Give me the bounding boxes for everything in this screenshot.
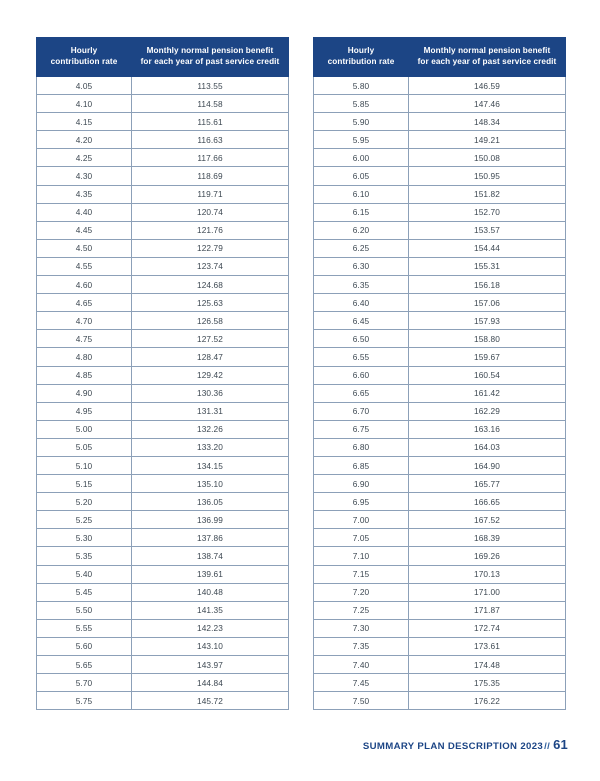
table-row [314,131,566,149]
cell-hourly-rate: 7.15 [314,565,409,583]
cell-monthly-benefit: 157.06 [409,294,566,312]
table-row [314,77,566,95]
table-row [314,493,566,511]
table-row [37,384,289,402]
cell-monthly-benefit: 127.52 [132,330,289,348]
table-row [314,167,566,185]
table-row [314,438,566,456]
cell-hourly-rate: 6.00 [314,149,409,167]
table-row [37,167,289,185]
cell-monthly-benefit: 149.21 [409,131,566,149]
cell-hourly-rate: 6.95 [314,493,409,511]
cell-hourly-rate: 6.05 [314,167,409,185]
cell-monthly-benefit: 146.59 [409,77,566,95]
cell-monthly-benefit: 134.15 [132,456,289,474]
cell-monthly-benefit: 164.03 [409,438,566,456]
cell-hourly-rate: 6.90 [314,475,409,493]
table-body-left [37,77,289,710]
cell-monthly-benefit: 153.57 [409,221,566,239]
table-row [37,692,289,710]
cell-monthly-benefit: 151.82 [409,185,566,203]
right-table-container [313,37,565,710]
cell-monthly-benefit: 147.46 [409,95,566,113]
cell-hourly-rate: 4.70 [37,312,132,330]
table-row [314,583,566,601]
cell-monthly-benefit: 144.84 [132,674,289,692]
cell-monthly-benefit: 164.90 [409,456,566,474]
header-line-2: contribution rate [50,57,118,66]
cell-monthly-benefit: 165.77 [409,475,566,493]
cell-monthly-benefit: 145.72 [132,692,289,710]
table-row [37,619,289,637]
cell-monthly-benefit: 170.13 [409,565,566,583]
cell-hourly-rate: 7.35 [314,637,409,655]
cell-monthly-benefit: 171.87 [409,601,566,619]
cell-hourly-rate: 7.30 [314,619,409,637]
cell-hourly-rate: 7.05 [314,529,409,547]
cell-monthly-benefit: 125.63 [132,294,289,312]
table-row [37,366,289,384]
cell-hourly-rate: 6.70 [314,402,409,420]
cell-hourly-rate: 4.80 [37,348,132,366]
table-row [37,239,289,257]
cell-hourly-rate: 5.45 [37,583,132,601]
table-row [314,348,566,366]
cell-hourly-rate: 6.10 [314,185,409,203]
table-row [314,95,566,113]
table-row [314,656,566,674]
cell-monthly-benefit: 173.61 [409,637,566,655]
header-row [314,38,566,77]
cell-hourly-rate: 6.80 [314,438,409,456]
cell-hourly-rate: 4.15 [37,113,132,131]
table-row [314,456,566,474]
cell-hourly-rate: 4.85 [37,366,132,384]
cell-monthly-benefit: 126.58 [132,312,289,330]
table-row [37,312,289,330]
cell-hourly-rate: 4.65 [37,294,132,312]
cell-monthly-benefit: 156.18 [409,276,566,294]
cell-hourly-rate: 4.25 [37,149,132,167]
cell-hourly-rate: 5.10 [37,456,132,474]
cell-hourly-rate: 5.80 [314,77,409,95]
table-row [314,113,566,131]
cell-hourly-rate: 5.95 [314,131,409,149]
table-row [37,131,289,149]
cell-hourly-rate: 4.95 [37,402,132,420]
table-row [37,656,289,674]
cell-hourly-rate: 5.05 [37,438,132,456]
table-row [37,456,289,474]
cell-monthly-benefit: 136.05 [132,493,289,511]
cell-monthly-benefit: 154.44 [409,239,566,257]
cell-hourly-rate: 7.10 [314,547,409,565]
cell-hourly-rate: 7.20 [314,583,409,601]
table-row [314,294,566,312]
cell-monthly-benefit: 143.97 [132,656,289,674]
table-row [37,547,289,565]
cell-monthly-benefit: 123.74 [132,257,289,275]
cell-monthly-benefit: 138.74 [132,547,289,565]
table-row [314,601,566,619]
cell-hourly-rate: 6.30 [314,257,409,275]
cell-hourly-rate: 5.85 [314,95,409,113]
cell-monthly-benefit: 157.93 [409,312,566,330]
cell-monthly-benefit: 155.31 [409,257,566,275]
cell-hourly-rate: 4.90 [37,384,132,402]
table-row [314,257,566,275]
table-row [314,149,566,167]
header-line-1: Monthly normal pension benefit [146,46,274,56]
footer-separator: // [544,741,551,752]
cell-monthly-benefit: 131.31 [132,402,289,420]
cell-monthly-benefit: 117.66 [132,149,289,167]
table-row [37,637,289,655]
cell-monthly-benefit: 122.79 [132,239,289,257]
table-row [37,438,289,456]
table-row [37,203,289,221]
table-row [37,475,289,493]
cell-monthly-benefit: 176.22 [409,692,566,710]
cell-hourly-rate: 5.70 [37,674,132,692]
table-row [37,330,289,348]
cell-monthly-benefit: 150.08 [409,149,566,167]
table-row [37,529,289,547]
table-row [37,95,289,113]
header-line-2: contribution rate [327,57,395,66]
cell-hourly-rate: 4.60 [37,276,132,294]
table-row [37,149,289,167]
cell-hourly-rate: 6.35 [314,276,409,294]
cell-monthly-benefit: 139.61 [132,565,289,583]
cell-monthly-benefit: 142.23 [132,619,289,637]
cell-hourly-rate: 5.65 [37,656,132,674]
cell-hourly-rate: 4.10 [37,95,132,113]
cell-monthly-benefit: 171.00 [409,583,566,601]
cell-monthly-benefit: 148.34 [409,113,566,131]
table-row [314,330,566,348]
pension-benefit-table-left [36,37,289,710]
table-row [314,547,566,565]
cell-monthly-benefit: 132.26 [132,420,289,438]
cell-hourly-rate: 4.55 [37,257,132,275]
table-row [314,239,566,257]
cell-monthly-benefit: 168.39 [409,529,566,547]
cell-hourly-rate: 6.60 [314,366,409,384]
table-row [37,185,289,203]
table-row [314,221,566,239]
cell-hourly-rate: 5.60 [37,637,132,655]
column-header-monthly-benefit [409,38,566,77]
table-row [37,77,289,95]
cell-monthly-benefit: 121.76 [132,221,289,239]
cell-monthly-benefit: 174.48 [409,656,566,674]
cell-hourly-rate: 7.45 [314,674,409,692]
cell-hourly-rate: 4.05 [37,77,132,95]
cell-hourly-rate: 6.75 [314,420,409,438]
cell-monthly-benefit: 129.42 [132,366,289,384]
table-row [37,601,289,619]
table-row [314,420,566,438]
table-row [37,113,289,131]
cell-hourly-rate: 6.15 [314,203,409,221]
cell-monthly-benefit: 169.26 [409,547,566,565]
column-header-monthly-benefit [132,38,289,77]
cell-hourly-rate: 5.35 [37,547,132,565]
pension-benefit-table-right [313,37,566,710]
cell-hourly-rate: 5.30 [37,529,132,547]
header-line-1: Hourly [347,46,375,56]
cell-monthly-benefit: 119.71 [132,185,289,203]
cell-monthly-benefit: 161.42 [409,384,566,402]
table-row [37,565,289,583]
table-row [314,674,566,692]
cell-hourly-rate: 5.20 [37,493,132,511]
cell-monthly-benefit: 118.69 [132,167,289,185]
cell-hourly-rate: 4.45 [37,221,132,239]
cell-monthly-benefit: 120.74 [132,203,289,221]
cell-hourly-rate: 5.50 [37,601,132,619]
cell-hourly-rate: 6.40 [314,294,409,312]
cell-monthly-benefit: 160.54 [409,366,566,384]
table-row [37,420,289,438]
cell-monthly-benefit: 135.10 [132,475,289,493]
cell-hourly-rate: 5.40 [37,565,132,583]
table-row [314,312,566,330]
cell-hourly-rate: 5.55 [37,619,132,637]
column-header-hourly-rate [314,38,409,77]
header-line-2: for each year of past service credit [417,57,557,66]
table-row [314,565,566,583]
table-row [37,276,289,294]
table-row [314,692,566,710]
cell-monthly-benefit: 116.63 [132,131,289,149]
cell-monthly-benefit: 172.74 [409,619,566,637]
cell-monthly-benefit: 167.52 [409,511,566,529]
cell-hourly-rate: 7.40 [314,656,409,674]
page-number: 61 [553,737,568,752]
table-header-left [37,38,289,77]
cell-hourly-rate: 7.00 [314,511,409,529]
cell-hourly-rate: 5.75 [37,692,132,710]
table-row [314,402,566,420]
left-table-container [36,37,288,710]
cell-monthly-benefit: 137.86 [132,529,289,547]
cell-monthly-benefit: 141.35 [132,601,289,619]
cell-monthly-benefit: 130.36 [132,384,289,402]
table-row [37,402,289,420]
cell-monthly-benefit: 150.95 [409,167,566,185]
table-row [314,203,566,221]
cell-monthly-benefit: 133.20 [132,438,289,456]
table-row [37,294,289,312]
cell-monthly-benefit: 158.80 [409,330,566,348]
table-body-right [314,77,566,710]
cell-monthly-benefit: 163.16 [409,420,566,438]
table-row [314,511,566,529]
cell-hourly-rate: 4.35 [37,185,132,203]
column-header-hourly-rate [37,38,132,77]
table-row [314,475,566,493]
table-row [314,185,566,203]
table-row [314,529,566,547]
cell-monthly-benefit: 124.68 [132,276,289,294]
cell-hourly-rate: 4.40 [37,203,132,221]
table-row [37,511,289,529]
cell-monthly-benefit: 152.70 [409,203,566,221]
cell-monthly-benefit: 175.35 [409,674,566,692]
page-footer [0,736,600,754]
header-line-1: Hourly [70,46,98,56]
cell-monthly-benefit: 136.99 [132,511,289,529]
cell-monthly-benefit: 114.58 [132,95,289,113]
cell-monthly-benefit: 166.65 [409,493,566,511]
table-row [37,221,289,239]
header-line-1: Monthly normal pension benefit [423,46,551,56]
cell-hourly-rate: 4.20 [37,131,132,149]
cell-hourly-rate: 4.75 [37,330,132,348]
header-row [37,38,289,77]
table-row [37,583,289,601]
table-row [37,493,289,511]
cell-hourly-rate: 4.30 [37,167,132,185]
cell-hourly-rate: 6.45 [314,312,409,330]
table-row [314,619,566,637]
cell-monthly-benefit: 128.47 [132,348,289,366]
table-row [314,366,566,384]
cell-monthly-benefit: 143.10 [132,637,289,655]
cell-hourly-rate: 4.50 [37,239,132,257]
table-row [37,674,289,692]
cell-monthly-benefit: 140.48 [132,583,289,601]
cell-hourly-rate: 6.25 [314,239,409,257]
cell-hourly-rate: 6.20 [314,221,409,239]
cell-monthly-benefit: 162.29 [409,402,566,420]
footer-title: SUMMARY PLAN DESCRIPTION 2023 [362,741,544,752]
cell-hourly-rate: 5.15 [37,475,132,493]
cell-hourly-rate: 6.85 [314,456,409,474]
cell-monthly-benefit: 159.67 [409,348,566,366]
table-header-right [314,38,566,77]
cell-hourly-rate: 5.90 [314,113,409,131]
cell-hourly-rate: 7.25 [314,601,409,619]
table-row [314,276,566,294]
table-row [37,257,289,275]
cell-hourly-rate: 5.00 [37,420,132,438]
pension-benefit-tables [0,37,600,710]
table-row [314,637,566,655]
cell-hourly-rate: 6.50 [314,330,409,348]
cell-hourly-rate: 6.55 [314,348,409,366]
cell-hourly-rate: 6.65 [314,384,409,402]
table-row [37,348,289,366]
cell-hourly-rate: 7.50 [314,692,409,710]
table-row [314,384,566,402]
cell-monthly-benefit: 115.61 [132,113,289,131]
header-line-2: for each year of past service credit [140,57,280,66]
cell-monthly-benefit: 113.55 [132,77,289,95]
cell-hourly-rate: 5.25 [37,511,132,529]
